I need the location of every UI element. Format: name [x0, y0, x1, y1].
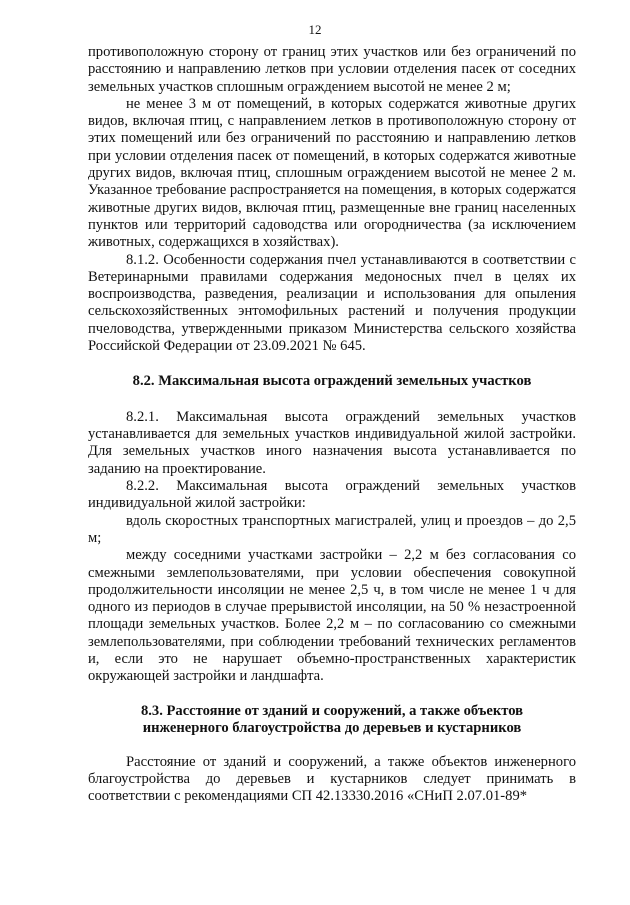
paragraph: вдоль скоростных транспортных магистралей, улиц и проездов – до 2,5 м;	[88, 512, 576, 546]
paragraph: 8.2.1. Максимальная высота ограждений земельных участков устанавливается для земельных участков индивидуальной жилой застройки. Для земельных участков иного назначения высота устанавливается по заданию на проектирование.	[88, 408, 576, 477]
paragraph: Расстояние от зданий и сооружений, а также объектов инженерного благоустройства до деревьев и кустарников следует принимать в соответствии с рекомендациями СП 42.13330.2016 «СНиП 2.07.01-89*	[88, 753, 576, 805]
paragraph: противоположную сторону от границ этих участков или без ограничений по расстоянию и направлению летков при условии отделения пасек от соседних земельных участков сплошным ограждением высотой не менее 2 м;	[88, 44, 576, 95]
page-number: 12	[308, 22, 322, 37]
paragraph: не менее 3 м от помещений, в которых содержатся животные других видов, включая птиц, с направлением летков в противоположную сторону от этих помещений или без ограничений по расстоянию и направлению летков при условии отделения пасек от помещений, в которых содержатся животные других видов, включая птиц, сплошным ограждением высотой не менее 2 м. Указанное требование распространяется на помещения, в которых содержатся животные других видов, включая птиц, размещенные вне границ населенных пунктов или территорий садоводства или огородничества (за исключением животных, содержащихся в хозяйствах).	[88, 95, 576, 251]
section-heading-8-3	[88, 703, 576, 738]
section-heading-8-2: 8.2. Максимальная высота ограждений земельных участков	[132, 373, 532, 390]
section-heading-8-3-line2: инженерного благоустройства до деревьев и кустарников	[142, 720, 522, 737]
document-body	[88, 44, 576, 805]
section-heading-8-3-line1: 8.3. Расстояние от зданий и сооружений, а также объектов	[140, 702, 524, 719]
paragraph: 8.2.2. Максимальная высота ограждений земельных участков индивидуальной жилой застройки:	[88, 478, 576, 512]
paragraph: 8.1.2. Особенности содержания пчел устанавливаются в соответствии с Ветеринарными правилами содержания медоносных пчел в целях их воспроизводства, разведения, реализации и использования для опыления сельскохозяйственных энтомофильных растений и получения продукции пчеловодства, утвержденными приказом Министерства сельского хозяйства Российской Федерации от 23.09.2021 № 645.	[88, 251, 576, 355]
paragraph: между соседними участками застройки – 2,2 м без согласования со смежными землепользователями, при условии обеспечения совокупной продолжительности инсоляции не менее 2,5 ч, в том числе не менее 1 ч для одного из периодов в случае прерывистой инсоляции, на 50 % незастроенной площади земельных участков. Более 2,2 м – по согласованию со смежными землепользователями, при соблюдении требований технических регламентов и, если это не нарушает объемно-пространственных характеристик окружающей застройки и ландшафта.	[88, 547, 576, 685]
